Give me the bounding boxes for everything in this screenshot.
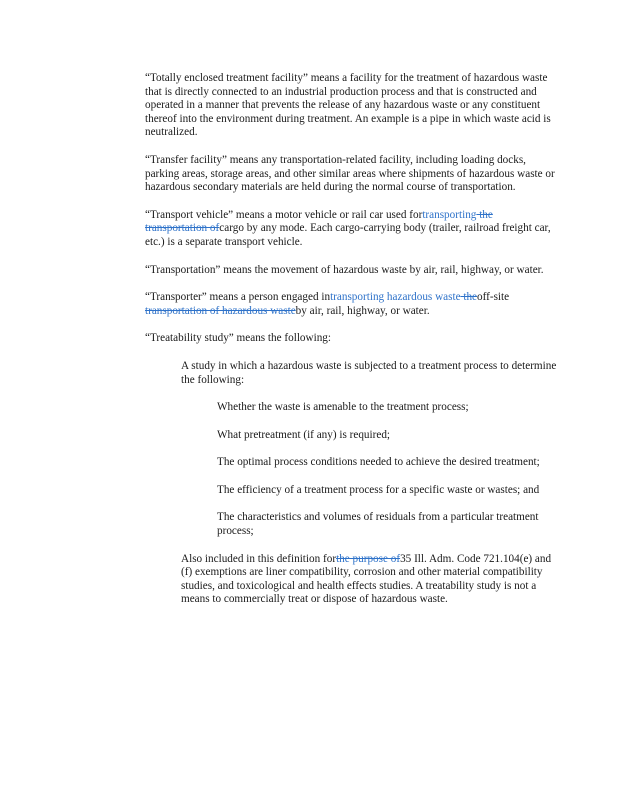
text-run: Also included in this definition for bbox=[181, 552, 337, 565]
text-run: off-site bbox=[477, 291, 510, 304]
paragraph-transportation: “Transportation” means the movement of hazardous waste by air, rail, highway, or water. bbox=[145, 263, 544, 276]
list-item: The optimal process conditions needed to achieve the desired treatment; bbox=[217, 456, 540, 469]
paragraph-totally-enclosed: “Totally enclosed treatment facility” means a facility for the treatment of hazardous waste that is directly connected to an industrial production process and that is constructed and operated in a manner that prevents the release of any hazardous waste or any constituent thereof into the environment during treatment. An example is a pipe in which waste acid is neutralized. bbox=[145, 72, 551, 139]
list-item: Whether the waste is amenable to the treatment process; bbox=[217, 401, 469, 414]
text-run: “Transporter” means a person engaged in bbox=[145, 291, 331, 304]
deleted-text: the purpose of bbox=[336, 552, 401, 565]
text-run: by air, rail, highway, or water. bbox=[295, 304, 430, 317]
deleted-text: transportation of hazardous waste bbox=[145, 304, 296, 317]
text-run: cargo by any mode. Each cargo-carrying body (trailer, railroad freight car, etc.) is a separate transport vehicle. bbox=[145, 222, 551, 248]
paragraph-also-included bbox=[181, 553, 557, 607]
paragraph-transport-vehicle bbox=[145, 209, 557, 250]
inserted-text: transporting hazardous waste bbox=[330, 291, 461, 304]
text-run: 35 Ill. Adm. Code 721.104(e) and (f) exemptions are liner compatibility, corrosion and other material compatibility studies, and toxicological and health effects studies. A treatability study is not a means to commercially treat or dispose of hazardous waste. bbox=[181, 552, 552, 606]
list-item: The efficiency of a treatment process for a specific waste or wastes; and bbox=[217, 483, 540, 496]
text-run: “Transport vehicle” means a motor vehicle or rail car used for bbox=[145, 208, 423, 221]
paragraph-transporter bbox=[145, 291, 557, 318]
paragraph-transfer-facility: “Transfer facility” means any transportation-related facility, including loading docks, parking areas, storage areas, and other similar areas where shipments of hazardous waste or hazardous secondary materials are held during the normal course of transportation. bbox=[145, 153, 555, 194]
deleted-text: the bbox=[460, 291, 478, 304]
paragraph-treatability-intro: “Treatability study” means the following: bbox=[145, 332, 332, 345]
document-body bbox=[145, 72, 557, 621]
list-item: The characteristics and volumes of residuals from a particular treatment process; bbox=[217, 511, 539, 538]
inserted-text: transporting bbox=[422, 208, 477, 221]
paragraph-treatability-study: A study in which a hazardous waste is subjected to a treatment process to determine the following: bbox=[181, 359, 557, 386]
deleted-text: the transportation of bbox=[145, 208, 493, 235]
list-item: What pretreatment (if any) is required; bbox=[217, 428, 391, 441]
